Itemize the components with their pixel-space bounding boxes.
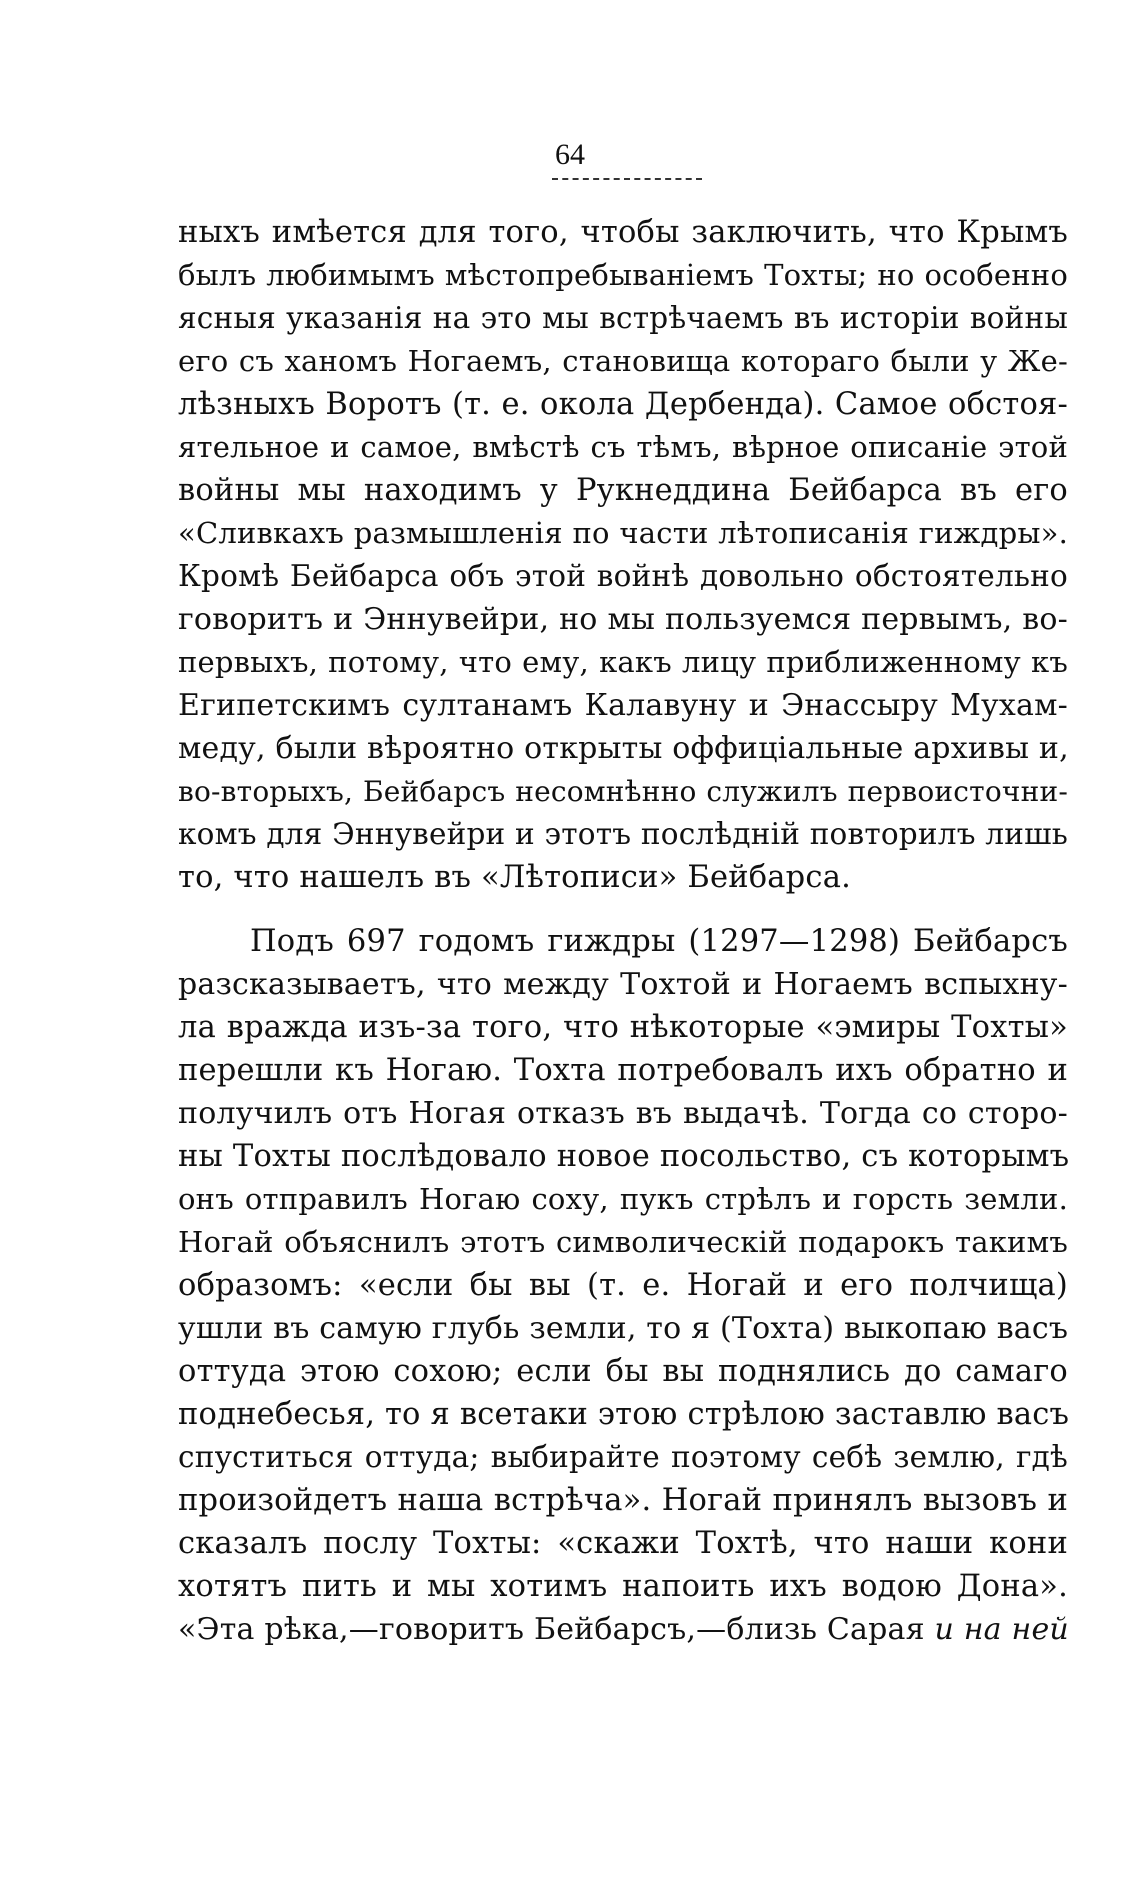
text-line: ны Тохты послѣдовало новое посольство, съ которымъ (178, 1139, 1070, 1174)
text-line: комъ для Эннувейри и этотъ послѣдній повторилъ лишь (178, 817, 1068, 851)
italic-tail: и на ней (934, 1612, 1069, 1647)
text-line: Кромѣ Бейбарса объ этой войнѣ довольно обстоятельно (178, 559, 1068, 593)
text-line: Подъ 697 годомъ гиждры (1297—1298) Бейбарсъ (250, 924, 1068, 959)
text-line-main: «Эта рѣка,—говоритъ Бейбарсъ,—близь Сарая (178, 1612, 925, 1647)
page-number-rule (552, 178, 702, 180)
text-line: ясныя указанія на это мы встрѣчаемъ въ исторіи войны (178, 301, 1068, 335)
paragraph-2 (178, 920, 1068, 1651)
text-line-final (178, 1608, 1068, 1651)
text-line: меду, были вѣроятно открыты оффиціальные архивы и, (178, 731, 1069, 766)
text-line: ла вражда изъ-за того, что нѣкоторые «эмиры Тохты» (178, 1010, 1068, 1045)
text-line: оттуда этою сохою; если бы вы поднялись до самаго (178, 1354, 1068, 1389)
text-line: перешли къ Ногаю. Тохта потребовалъ ихъ обратно и (178, 1053, 1068, 1088)
paragraph-1 (178, 211, 1068, 899)
page-number: 64 (555, 138, 585, 171)
text-line: поднебесья, то я всетаки этою стрѣлою заставлю васъ (178, 1397, 1070, 1432)
text-line: то, что нашелъ въ «Лѣтописи» Бейбарса. (178, 860, 851, 895)
text-line: разсказываетъ, что между Тохтой и Ногаемъ вспыхну- (178, 967, 1068, 1002)
text-line: «Сливкахъ размышленія по части лѣтописанія гиждры». (178, 516, 1068, 550)
text-line: былъ любимымъ мѣстопребываніемъ Тохты; но особенно (178, 258, 1068, 292)
text-line: произойдетъ наша встрѣча». Ногай принялъ вызовъ и (178, 1483, 1068, 1518)
text-line: ушли въ самую глубь земли, то я (Тохта) выкопаю васъ (178, 1311, 1069, 1346)
text-line: ятельное и самое, вмѣстѣ съ тѣмъ, вѣрное описаніе этой (178, 430, 1068, 464)
text-line: онъ отправилъ Ногаю соху, пукъ стрѣлъ и горсть земли. (178, 1182, 1068, 1216)
text-line: его съ ханомъ Ногаемъ, становища котораго были у Же- (178, 344, 1068, 378)
text-line: Ногай объяснилъ этотъ символическій подарокъ такимъ (178, 1225, 1068, 1259)
text-line: получилъ отъ Ногая отказъ въ выдачѣ. Тогда со сторо- (178, 1096, 1068, 1131)
text-line: ныхъ имѣется для того, чтобы заключить, что Крымъ (178, 215, 1068, 250)
text-line: спуститься оттуда; выбирайте поэтому себѣ землю, гдѣ (178, 1440, 1068, 1474)
text-line: образомъ: «если бы вы (т. е. Ногай и его полчища) (178, 1268, 1068, 1303)
text-line: лѣзныхъ Воротъ (т. е. окола Дербенда). Самое обстоя- (178, 387, 1068, 422)
text-line: Египетскимъ султанамъ Калавуну и Энассыру Мухам- (178, 688, 1068, 723)
text-line: сказалъ послу Тохты: «скажи Тохтѣ, что наши кони (178, 1526, 1068, 1561)
text-line: говоритъ и Эннувейри, но мы пользуемся первымъ, во- (178, 602, 1068, 637)
text-line: войны мы находимъ у Рукнеддина Бейбарса въ его (178, 473, 1068, 508)
text-line: хотятъ пить и мы хотимъ напоить ихъ водою Дона». (178, 1569, 1068, 1604)
text-line: первыхъ, потому, что ему, какъ лицу приближенному къ (178, 645, 1068, 679)
text-line: во-вторыхъ, Бейбарсъ несомнѣнно служилъ первоисточни- (178, 775, 1068, 808)
